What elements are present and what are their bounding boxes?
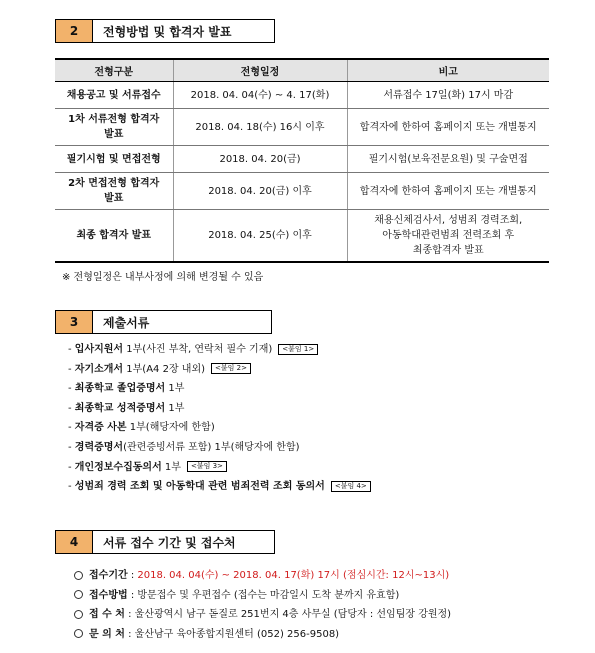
note-cell [347,109,549,146]
reception-value: 방문접수 및 우편접수 (접수는 마감일시 도착 분까지 유효함) [137,589,400,601]
circle-bullet-icon [74,571,83,580]
annex-tag: <붙임 4> [331,481,371,492]
separator: : [124,609,135,620]
list-item [68,360,371,380]
section-title: 전형방법 및 합격자 발표 [103,24,232,39]
document-list [68,340,371,497]
document-name: 입사지원서 [74,344,124,355]
date-cell [173,146,347,173]
document-detail: 1부(사진 부착, 연락처 필수 기재) [123,344,273,355]
separator: : [127,589,138,601]
list-item [68,340,371,360]
document-detail: 1부(해당자에 한함) [126,422,215,434]
dash-bullet: - [68,402,75,414]
section-3-header [55,310,272,334]
schedule-table [55,58,549,263]
dash-bullet: - [68,344,75,355]
stage-cell [55,146,173,173]
note-cell-line: 서류접수 17일(화) 17시 마감 [383,89,514,101]
note-cell [347,82,549,109]
document-name: 최종학교 졸업증명서 [74,383,166,395]
section-2-header [55,19,275,43]
date-cell-line: 2018. 04. 20(금) 이후 [208,185,312,197]
stage-cell [55,82,173,109]
date-cell-line: 2018. 04. 25(수) 이후 [208,229,312,241]
note-cell [347,173,549,210]
dash-bullet: - [68,363,75,375]
note-cell [347,146,549,173]
section-number: 3 [56,311,93,333]
dash-bullet: - [68,441,75,453]
annex-tag: <붙임 2> [211,363,251,374]
circle-bullet-icon [74,610,83,619]
stage-cell-line: 발표 [104,129,124,140]
note-cell-line: 합격자에 한하여 홈페이지 또는 개별통지 [359,121,537,133]
stage-cell-line: 최종 합격자 발표 [76,229,152,241]
date-cell [173,210,347,262]
circle-bullet-icon [74,629,83,638]
document-name: 자격증 사본 [74,422,127,434]
note-cell-line: 채용신체검사서, 성범죄 경력조회, [374,214,523,226]
schedule-footnote: ※ 전형일정은 내부사정에 의해 변경될 수 있음 [62,272,264,283]
note-cell-line: 최종합격자 발표 [412,244,484,256]
reception-label: 접수방법 [89,589,128,601]
list-item [68,458,371,478]
section-title: 서류 접수 기간 및 접수처 [103,535,236,550]
table-row [55,109,549,146]
reception-item [74,605,451,625]
header-note: 비고 [347,59,549,82]
dash-bullet: - [68,383,75,395]
note-cell-line: 아동학대관련범죄 전력조회 후 [382,229,515,241]
list-item [68,438,371,458]
section-title: 제출서류 [103,315,150,330]
dash-bullet: - [68,422,75,434]
note-cell [347,210,549,262]
document-name: 자기소개서 [74,363,124,375]
date-cell-line: 2018. 04. 04(수) ~ 4. 17(화) [190,89,330,101]
annex-tag: <붙임 3> [187,461,227,472]
document-name: 경력증명서 [74,441,124,453]
list-item [68,399,371,419]
reception-item [74,566,451,586]
section-4-header [55,530,275,554]
document-name: 성범죄 경력 조회 및 아동학대 관련 범죄전력 조회 동의서 [74,481,325,493]
list-item [68,418,371,438]
document-detail: 1부 [165,402,185,414]
date-cell [173,109,347,146]
document-detail: 1부(A4 2장 내외) [123,363,206,375]
stage-cell-line: 발표 [104,193,124,204]
annex-tag: <붙임 1> [278,344,318,355]
table-row [55,173,549,210]
stage-cell-line: 필기시험 및 면접전형 [66,153,161,165]
stage-cell [55,109,173,146]
table-row [55,210,549,262]
table-row [55,146,549,173]
reception-item [74,625,451,645]
section-number: 4 [56,531,93,553]
note-cell-line: 합격자에 한하여 홈페이지 또는 개별통지 [359,185,537,197]
document-name: 최종학교 성적증명서 [74,402,166,414]
stage-cell-line: 채용공고 및 서류접수 [66,89,161,101]
header-stage: 전형구분 [55,59,173,82]
header-date: 전형일정 [173,59,347,82]
list-item [68,477,371,497]
document-detail: (관련증빙서류 포함) 1부(해당자에 한함) [123,441,300,453]
document-name: 개인정보수집동의서 [74,461,162,473]
dash-bullet: - [68,461,75,473]
separator: : [124,628,135,640]
reception-label: 접 수 처 [89,609,125,620]
reception-list [74,566,451,644]
table-header-row [55,59,549,82]
circle-bullet-icon [74,590,83,599]
document-detail: 1부 [161,461,181,473]
document-detail: 1부 [165,383,185,395]
stage-cell [55,173,173,210]
stage-cell-line: 1차 서류전형 합격자 [68,114,160,125]
date-cell-line: 2018. 04. 20(금) [219,153,301,165]
reception-label: 문 의 처 [89,628,125,640]
note-cell-line: 필기시험(보육전문요원) 및 구술면접 [368,153,528,165]
date-cell-line: 2018. 04. 18(수) 16시 이후 [195,121,325,133]
date-cell [173,82,347,109]
list-item [68,379,371,399]
dash-bullet: - [68,481,75,493]
section-number: 2 [56,20,93,42]
reception-value: 2018. 04. 04(수) ~ 2018. 04. 17(화) 17시 (점심시간: 12시~13시) [137,570,450,581]
reception-label: 접수기간 [89,570,128,581]
table-row [55,82,549,109]
stage-cell [55,210,173,262]
date-cell [173,173,347,210]
stage-cell-line: 2차 면접전형 합격자 [68,178,160,189]
reception-item [74,586,451,606]
reception-value: 울산광역시 남구 돋질로 251번지 4층 사무실 (담당자 : 선임팀장 강원정) [134,609,452,620]
separator: : [127,570,138,581]
reception-value: 울산남구 육아종합지원센터 (052) 256-9508) [134,628,340,640]
